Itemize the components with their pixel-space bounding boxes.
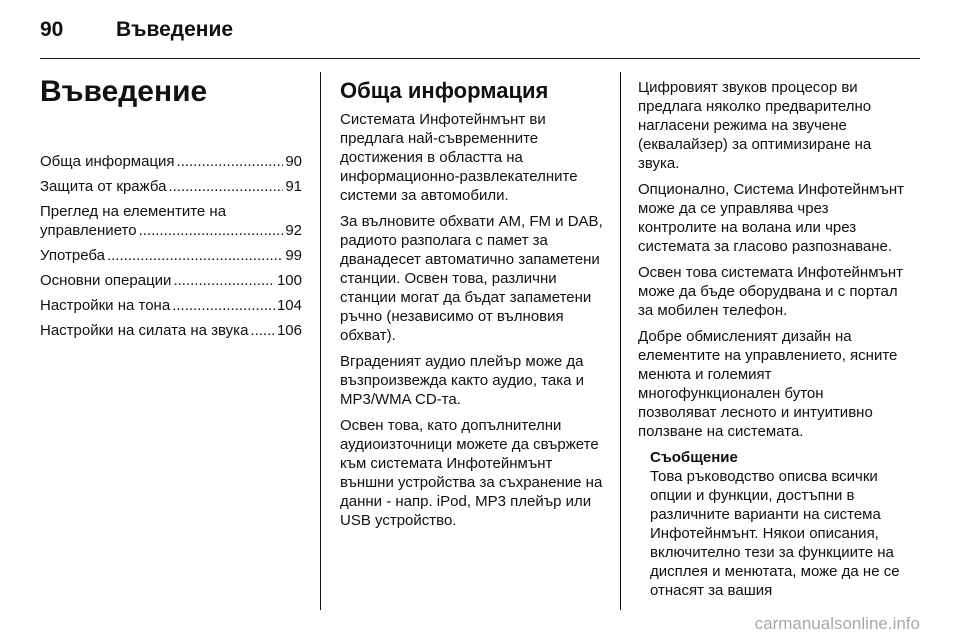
toc-dots [107, 246, 283, 265]
general-info-column [340, 72, 604, 537]
column-divider [320, 72, 321, 610]
paragraph: Опционално, Система Инфотейнмънт може да се управлява чрез контролите на волана или чрез системата за гласово разпознаване. [638, 181, 904, 255]
paragraph: Вграденият аудио плейър може да възпроизвежда както аудио, така и MP3/WMA CD-та. [340, 353, 585, 408]
toc-entry-page: 92 [285, 222, 302, 239]
page-number: 90 [40, 18, 64, 41]
toc-entry-label: Основни операции [40, 272, 172, 289]
chapter-title: Въведение [40, 75, 208, 108]
toc-entry-page: 99 [285, 247, 302, 264]
paragraph: За вълновите обхвати AM, FM и DAB, радиото разполага с памет за дванадесет автоматично запаметени станции. Освен това, различни станции могат да бъдат запаметени ръчно (независимо от вълновия обхват). [340, 213, 603, 344]
watermark: carmanualsonline.info [754, 614, 920, 633]
toc-entry-page: 90 [285, 153, 302, 170]
toc-entry-label: Настройки на тона [40, 297, 171, 314]
toc-entry-label: Преглед на елементите на [40, 203, 227, 220]
toc-entry[interactable] [40, 202, 302, 240]
toc-entry-page: 106 [276, 322, 302, 339]
toc-entry-page: 91 [285, 178, 302, 195]
chapter-column [40, 72, 302, 346]
toc-entry-page: 104 [276, 297, 302, 314]
toc-entry-label: Употреба [40, 247, 105, 264]
toc-dots [168, 177, 283, 196]
toc-dots [250, 321, 275, 340]
paragraph: Освен това, като допълнителни аудиоизточници можете да свържете към системата Инфотейнмънт външни устройства за съхранение на данни - напр. iPod, MP3 плейър или USB устройство. [340, 417, 603, 529]
paragraph: Цифровият звуков процесор ви предлага няколко предварително нагласени режима на звучене (еквалайзер) за оптимизиране на звука. [638, 79, 872, 172]
toc-entry-label: Обща информация [40, 153, 175, 170]
continuation-column [638, 78, 904, 600]
note-box [650, 448, 904, 600]
header-divider [40, 58, 920, 59]
toc-dots [173, 271, 275, 290]
toc-entry[interactable] [40, 177, 302, 196]
toc-entry[interactable] [40, 296, 302, 315]
paragraph: Добре обмисленият дизайн на елементите на управлението, ясните менюта и големият многофункционален бутон позволяват лесното и интуитивно ползване на системата. [638, 328, 898, 440]
toc-entry-label: Настройки на силата на звука [40, 322, 249, 339]
paragraph: Системата Инфотейнмънт ви предлага най-съвременните достижения в областта на информационно-развлекателните системи за автомобили. [340, 111, 578, 204]
toc-entry-label: Защита от кражба [40, 178, 167, 195]
note-text: Това ръководство описва всички опции и функции, достъпни в различните варианти на система Инфотейнмънт. Някои описания, включително тези за функциите на дисплея и менютата, може да не се отнасят за вашия [650, 468, 900, 599]
toc-dots [139, 221, 284, 240]
toc-entry[interactable] [40, 152, 302, 171]
toc-entry[interactable] [40, 246, 302, 265]
toc-entry[interactable] [40, 321, 302, 340]
column-divider [620, 72, 621, 610]
toc-entry[interactable] [40, 271, 302, 290]
paragraph: Освен това системата Инфотейнмънт може да бъде оборудвана и с портал за мобилен телефон. [638, 264, 904, 319]
toc-entry-page: 100 [276, 272, 302, 289]
toc-dots [177, 152, 284, 171]
header-title: Въведение [116, 18, 234, 41]
note-title: Съобщение [650, 449, 738, 466]
section-title: Обща информация [340, 78, 549, 103]
page-header [40, 14, 233, 46]
toc-dots [172, 296, 275, 315]
toc-entry-label: управлението [40, 222, 137, 239]
table-of-contents [40, 152, 302, 340]
